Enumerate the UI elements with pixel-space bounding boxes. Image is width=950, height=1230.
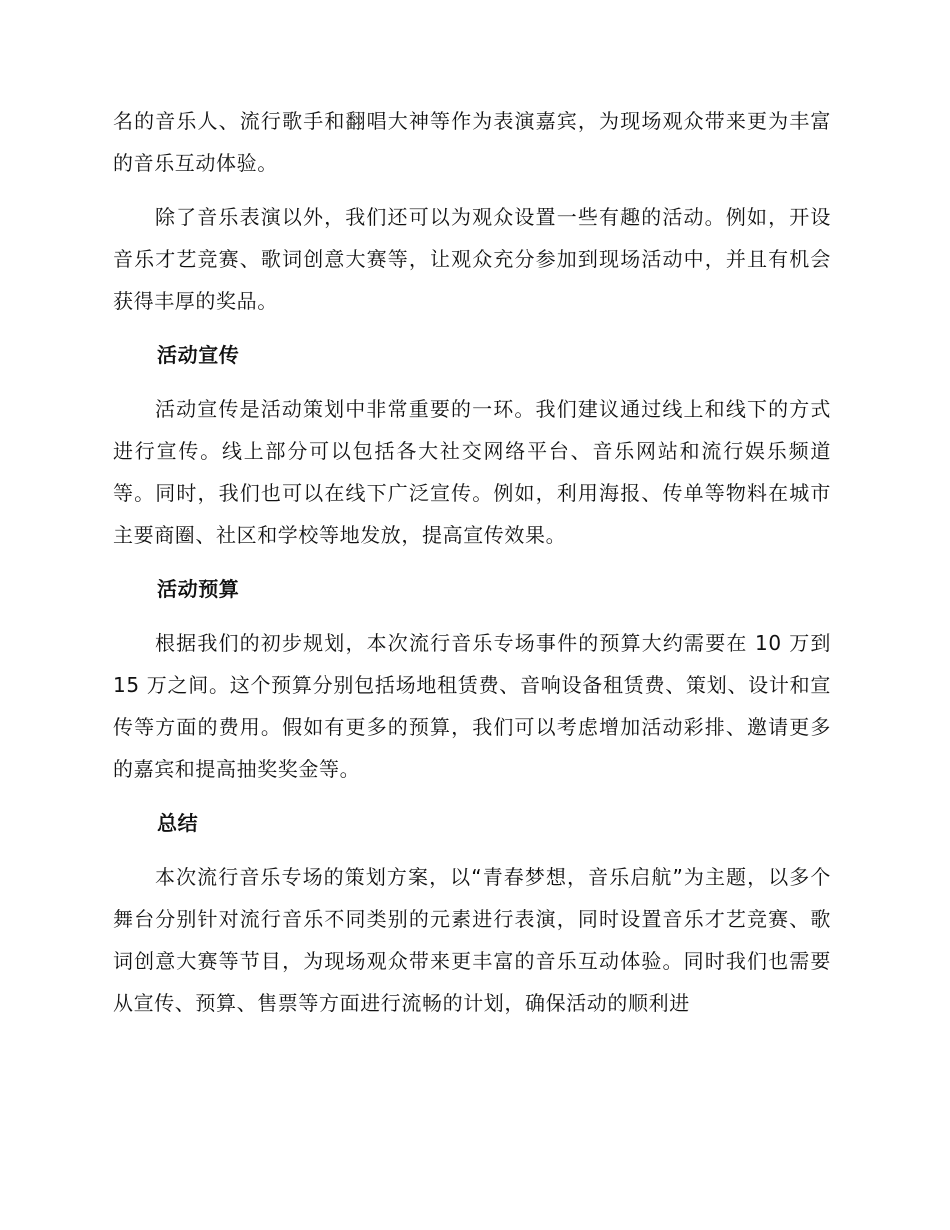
paragraph-promotion: 活动宣传是活动策划中非常重要的一环。我们建议通过线上和线下的方式进行宣传。线上部分可以包括各大社交网络平台、音乐网站和流行娱乐频道等。同时，我们也可以在线下广泛宣传。例如，利用海报、传单等物料在城市主要商圈、社区和学校等地发放，提高宣传效果。 <box>113 397 831 547</box>
paragraph-budget: 根据我们的初步规划，本次流行音乐专场事件的预算大约需要在 10 万到 15 万之间。这个预算分别包括场地租赁费、音响设备租赁费、策划、设计和宣传等方面的费用。假如有更多的预算，我们可以考虑增加活动彩排、邀请更多的嘉宾和提高抽奖奖金等。 <box>113 631 831 781</box>
paragraph-summary: 本次流行音乐专场的策划方案，以“青春梦想，音乐启航”为主题，以多个舞台分别针对流行音乐不同类别的元素进行表演，同时设置音乐才艺竞赛、歌词创意大赛等节目，为现场观众带来更丰富的音乐互动体验。同时我们也需要从宣传、预算、售票等方面进行流畅的计划，确保活动的顺利进 <box>113 865 831 1015</box>
document-body <box>113 100 831 1036</box>
heading-budget: 活动预算 <box>157 577 240 601</box>
paragraph-audience-activities: 除了音乐表演以外，我们还可以为观众设置一些有趣的活动。例如，开设音乐才艺竞赛、歌词创意大赛等，让观众充分参加到现场活动中，并且有机会获得丰厚的奖品。 <box>113 205 831 313</box>
heading-summary: 总结 <box>157 811 199 835</box>
heading-promotion: 活动宣传 <box>157 343 240 367</box>
paragraph-guest-performers: 名的音乐人、流行歌手和翻唱大神等作为表演嘉宾，为现场观众带来更为丰富的音乐互动体验。 <box>113 109 831 175</box>
